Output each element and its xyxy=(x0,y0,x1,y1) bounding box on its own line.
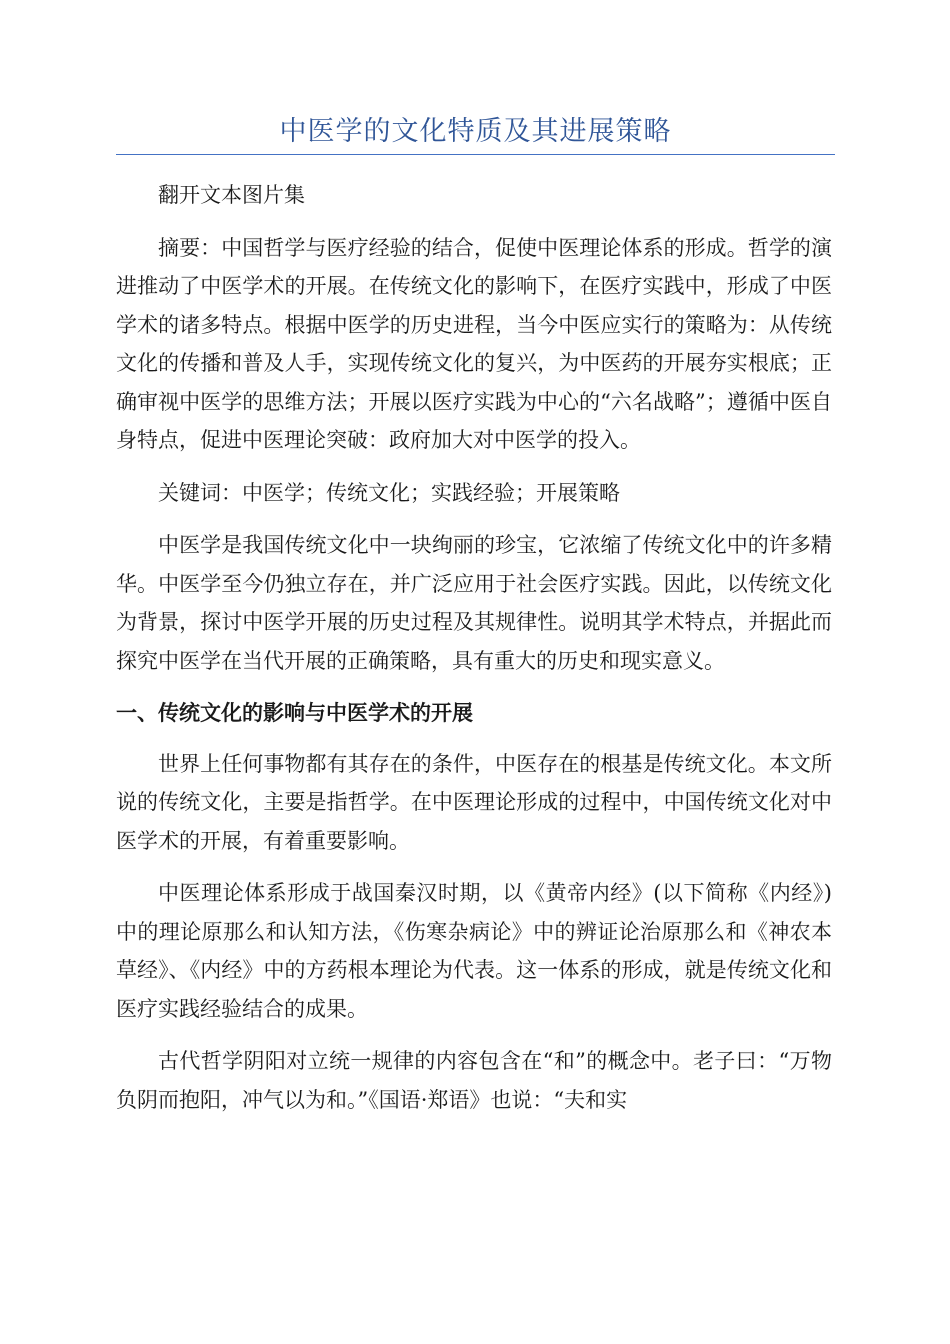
section-heading: 一、传统文化的影响与中医学术的开展 xyxy=(116,701,473,725)
image-collection-line: 翻开文本图片集 xyxy=(158,183,305,207)
body-paragraph: 世界上任何事物都有其存在的条件，中医存在的根基是传统文化。本文所说的传统文化，主要是指哲学。在中医理论形成的过程中，中国传统文化对中医学术的开展，有着重要影响。 xyxy=(116,751,832,853)
body-paragraph: 中医理论体系形成于战国秦汉时期，以《黄帝内经》(以下简称《内经》)中的理论原那么和认知方法，《伤寒杂病论》中的辨证论治原那么和《神农本草经》、《内经》中的方药根本理论为代表。这一体系的形成，就是传统文化和医疗实践经验结合的成果。 xyxy=(116,881,832,1021)
body-paragraph: 古代哲学阴阳对立统一规律的内容包含在“和”的概念中。老子曰：“万物负阴而抱阳，冲气以为和。”《国语·郑语》也说：“夫和实 xyxy=(116,1049,832,1112)
document-body xyxy=(116,176,832,1133)
abstract-paragraph: 摘要：中国哲学与医疗经验的结合，促使中医理论体系的形成。哲学的演进推动了中医学术的开展。在传统文化的影响下，在医疗实践中，形成了中医学术的诸多特点。根据中医学的历史进程，当今中医应实行的策略为：从传统文化的传播和普及人手，实现传统文化的复兴，为中医药的开展夯实根底；正确审视中医学的思维方法；开展以医疗实践为中心的“六名战略”；遵循中医自身特点，促进中医理论突破：政府加大对中医学的投入。 xyxy=(116,235,832,452)
title-underline xyxy=(116,154,835,155)
intro-paragraph: 中医学是我国传统文化中一块绚丽的珍宝，它浓缩了传统文化中的许多精华。中医学至今仍独立存在，并广泛应用于社会医疗实践。因此，以传统文化为背景，探讨中医学开展的历史过程及其规律性。说明其学术特点，并据此而探究中医学在当代开展的正确策略，具有重大的历史和现实意义。 xyxy=(116,533,832,673)
keywords-paragraph: 关键词：中医学；传统文化；实践经验；开展策略 xyxy=(158,480,620,505)
document-title: 中医学的文化特质及其进展策略 xyxy=(279,116,672,147)
